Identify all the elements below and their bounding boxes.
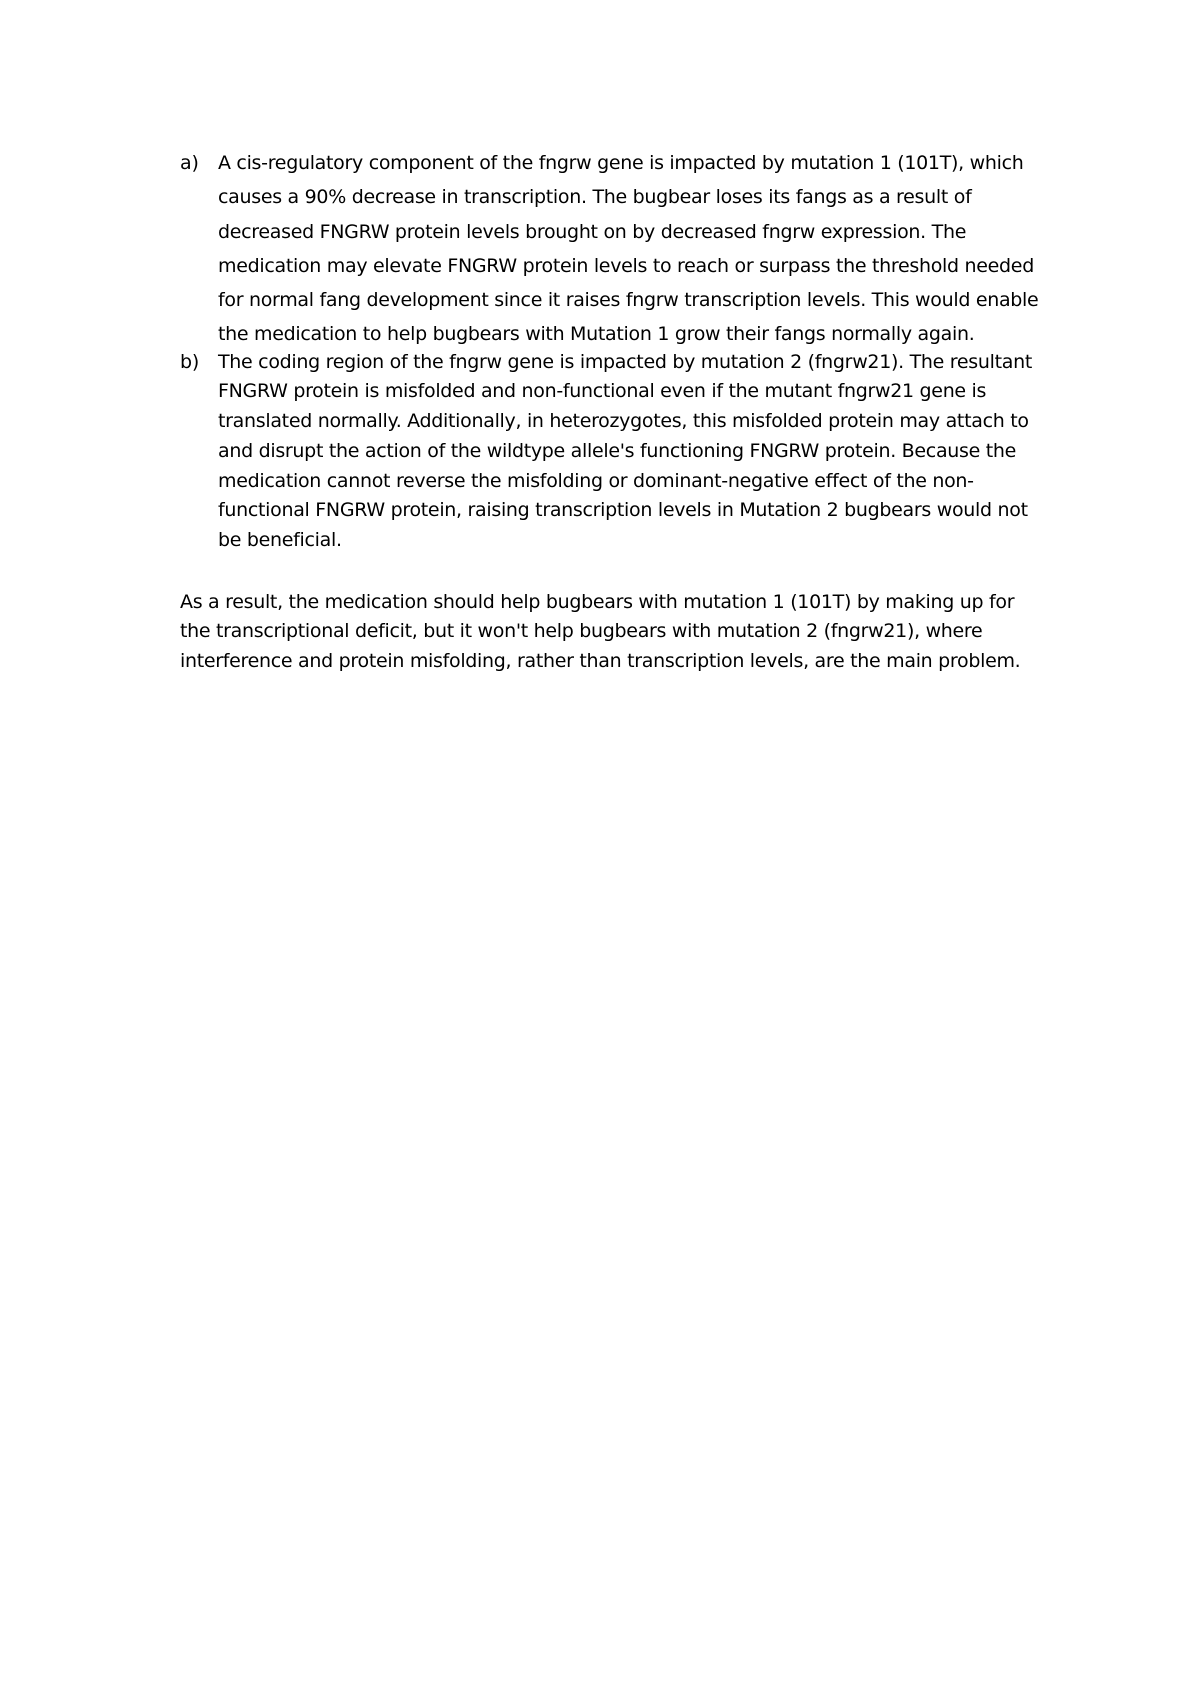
list-marker-a: a) xyxy=(180,152,199,174)
list-text-a: A cis-regulatory component of the fngrw gene is impacted by mutation 1 (101T), which causes a 90% decrease in transcription. The bugbear loses its fangs as a result of decreased FNGRW protein levels brought on by decreased fngrw expression. The medication may elevate FNGRW protein levels to reach or surpass the threshold needed for normal fang development since it raises fngrw transcription levels. This would enable the medication to help bugbears with Mutation 1 grow their fangs normally again. xyxy=(218,152,1039,346)
document-body xyxy=(180,146,1050,696)
list-marker-b: b) xyxy=(180,350,200,373)
list-item-a xyxy=(180,146,1050,352)
conclusion-paragraph: As a result, the medication should help bugbears with mutation 1 (101T) by making up for the transcriptional deficit, but it won't help bugbears with mutation 2 (fngrw21), where interference and protein misfolding, rather than transcription levels, are the main problem. xyxy=(180,590,1021,673)
list-text-b: The coding region of the fngrw gene is impacted by mutation 2 (fngrw21). The resultant FNGRW protein is misfolded and non-functional even if the mutant fngrw21 gene is translated normally. Additionally, in heterozygotes, this misfolded protein may attach to and disrupt the action of the wildtype allele's functioning FNGRW protein. Because the medication cannot reverse the misfolding or dominant-negative effect of the non-functional FNGRW protein, raising transcription levels in Mutation 2 bugbears would not be beneficial. xyxy=(218,350,1032,551)
list-item-b xyxy=(180,348,1050,556)
